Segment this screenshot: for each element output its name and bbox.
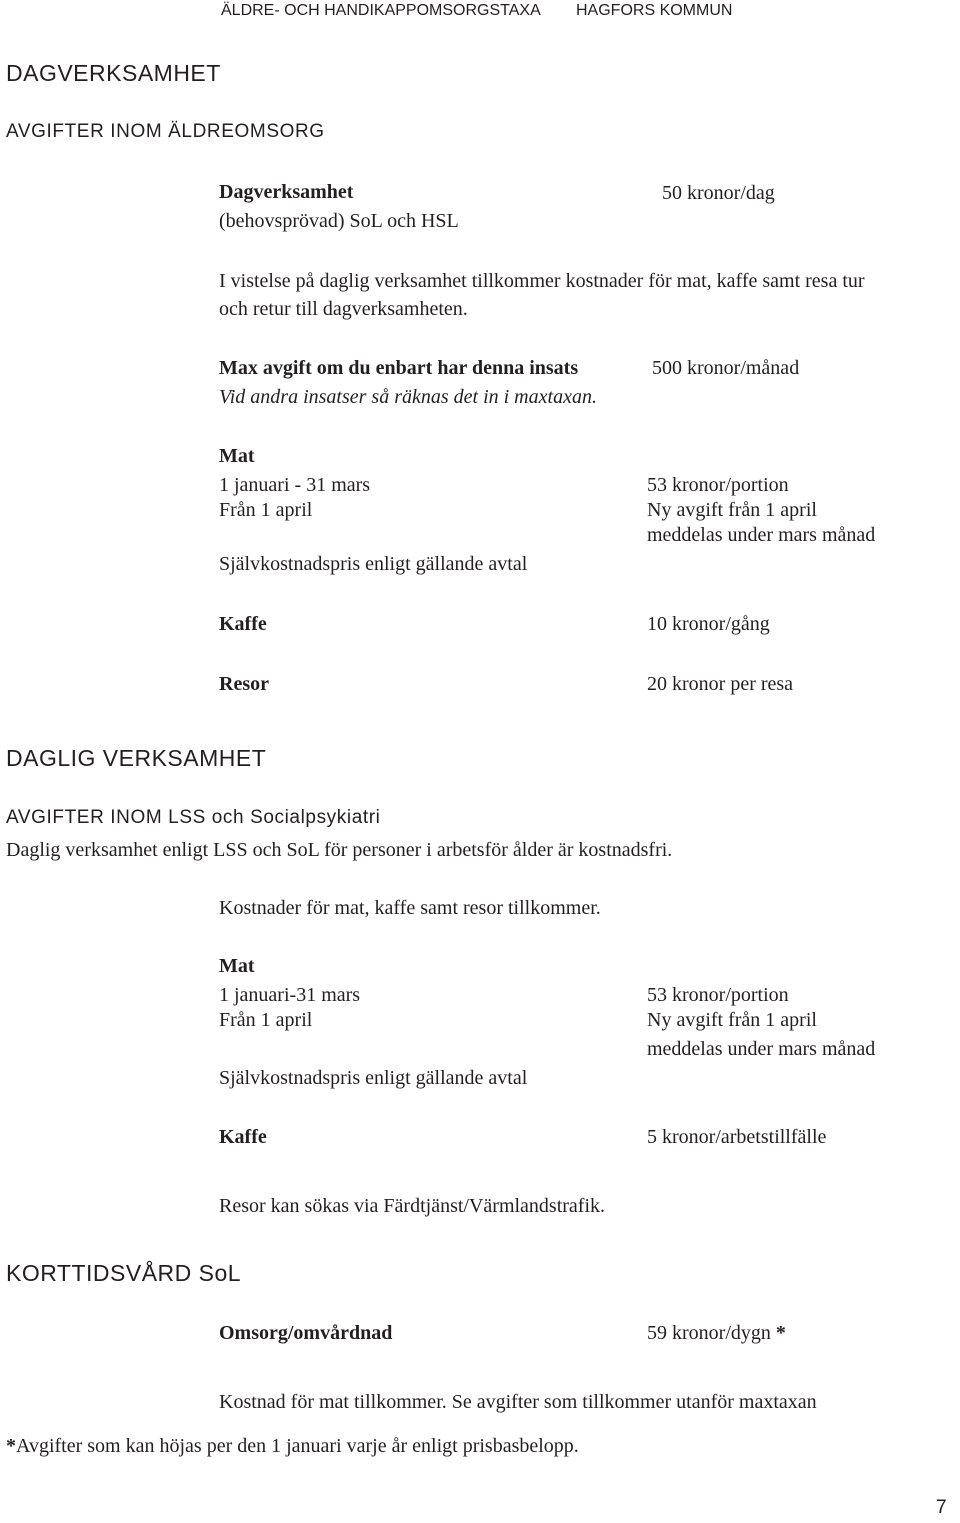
mat-period-2-fee-line-2: meddelas under mars månad [647,524,876,546]
page-number: 7 [936,1497,947,1518]
daglig-kaffe-fee: 5 kronor/arbetstillfälle [647,1126,827,1148]
korttid-extra-costs: Kostnad för mat tillkommer. Se avgifter som tillkommer utanför maxtaxan [219,1391,817,1413]
kaffe-label: Kaffe [219,613,267,635]
running-header-title: ÄLDRE- OCH HANDIKAPPOMSORGSTAXA [221,2,541,19]
daglig-mat-cost-basis: Självkostnadspris enligt gällande avtal [219,1067,528,1089]
korttid-service-fee: 59 kronor/dygn [647,1322,771,1344]
daglig-resor-note: Resor kan sökas via Färdtjänst/Värmlandstrafik. [219,1195,606,1217]
max-fee-label: Max avgift om du enbart har denna insats [219,357,579,379]
mat-period-1: 1 januari - 31 mars [219,474,371,496]
max-fee-value: 500 kronor/månad [652,357,800,379]
daglig-mat-period-2-fee-line-2: meddelas under mars månad [647,1038,876,1060]
resor-fee: 20 kronor per resa [647,673,794,695]
daglig-mat-period-2: Från 1 april [219,1009,313,1031]
daglig-kaffe-label: Kaffe [219,1126,267,1148]
section-subtitle-aldreomsorg: AVGIFTER INOM ÄLDREOMSORG [6,121,325,142]
service-qualifier: (behovsprövad) SoL och HSL [219,210,459,232]
extra-costs-line-2: och retur till dagverksamheten. [219,298,468,320]
asterisk-mark: * [775,1322,786,1344]
kaffe-fee: 10 kronor/gång [647,613,770,635]
mat-period-2-fee-line-1: Ny avgift från 1 april [647,499,817,521]
mat-cost-basis: Självkostnadspris enligt gällande avtal [219,553,528,575]
korttid-service-fee-line [647,1319,786,1347]
daglig-mat-heading: Mat [219,955,255,977]
daglig-mat-period-2-fee-line-1: Ny avgift från 1 april [647,1009,817,1031]
section-title-dagverksamhet: DAGVERKSAMHET [6,60,221,86]
running-header-municipality: HAGFORS KOMMUN [576,2,733,19]
daglig-extra-costs: Kostnader för mat, kaffe samt resor tillkommer. [219,897,601,919]
section-subtitle-lss: AVGIFTER INOM LSS och Socialpsykiatri [6,807,381,828]
daglig-mat-period-1-fee: 53 kronor/portion [647,984,789,1006]
daglig-free-note: Daglig verksamhet enligt LSS och SoL för personer i arbetsför ålder är kostnadsfri. [6,839,673,861]
mat-period-2: Från 1 april [219,499,313,521]
max-fee-note: Vid andra insatser så räknas det in i maxtaxan. [219,386,597,408]
mat-heading: Mat [219,445,255,467]
footnote-mark: * [6,1435,16,1457]
footnote-text: Avgifter som kan höjas per den 1 januari varje år enligt prisbasbelopp. [16,1435,579,1457]
service-name-dagverksamhet: Dagverksamhet [219,181,354,203]
section-title-daglig-verksamhet: DAGLIG VERKSAMHET [6,745,267,771]
fee-dagverksamhet: 50 kronor/dag [662,182,775,204]
section-title-korttidsvard: KORTTIDSVÅRD SoL [6,1260,242,1286]
resor-label: Resor [219,673,269,695]
extra-costs-line-1: I vistelse på daglig verksamhet tillkommer kostnader för mat, kaffe samt resa tur [219,270,865,292]
footnote [6,1432,579,1460]
mat-period-1-fee: 53 kronor/portion [647,474,789,496]
daglig-mat-period-1: 1 januari-31 mars [219,984,361,1006]
korttid-service-label: Omsorg/omvårdnad [219,1322,393,1344]
